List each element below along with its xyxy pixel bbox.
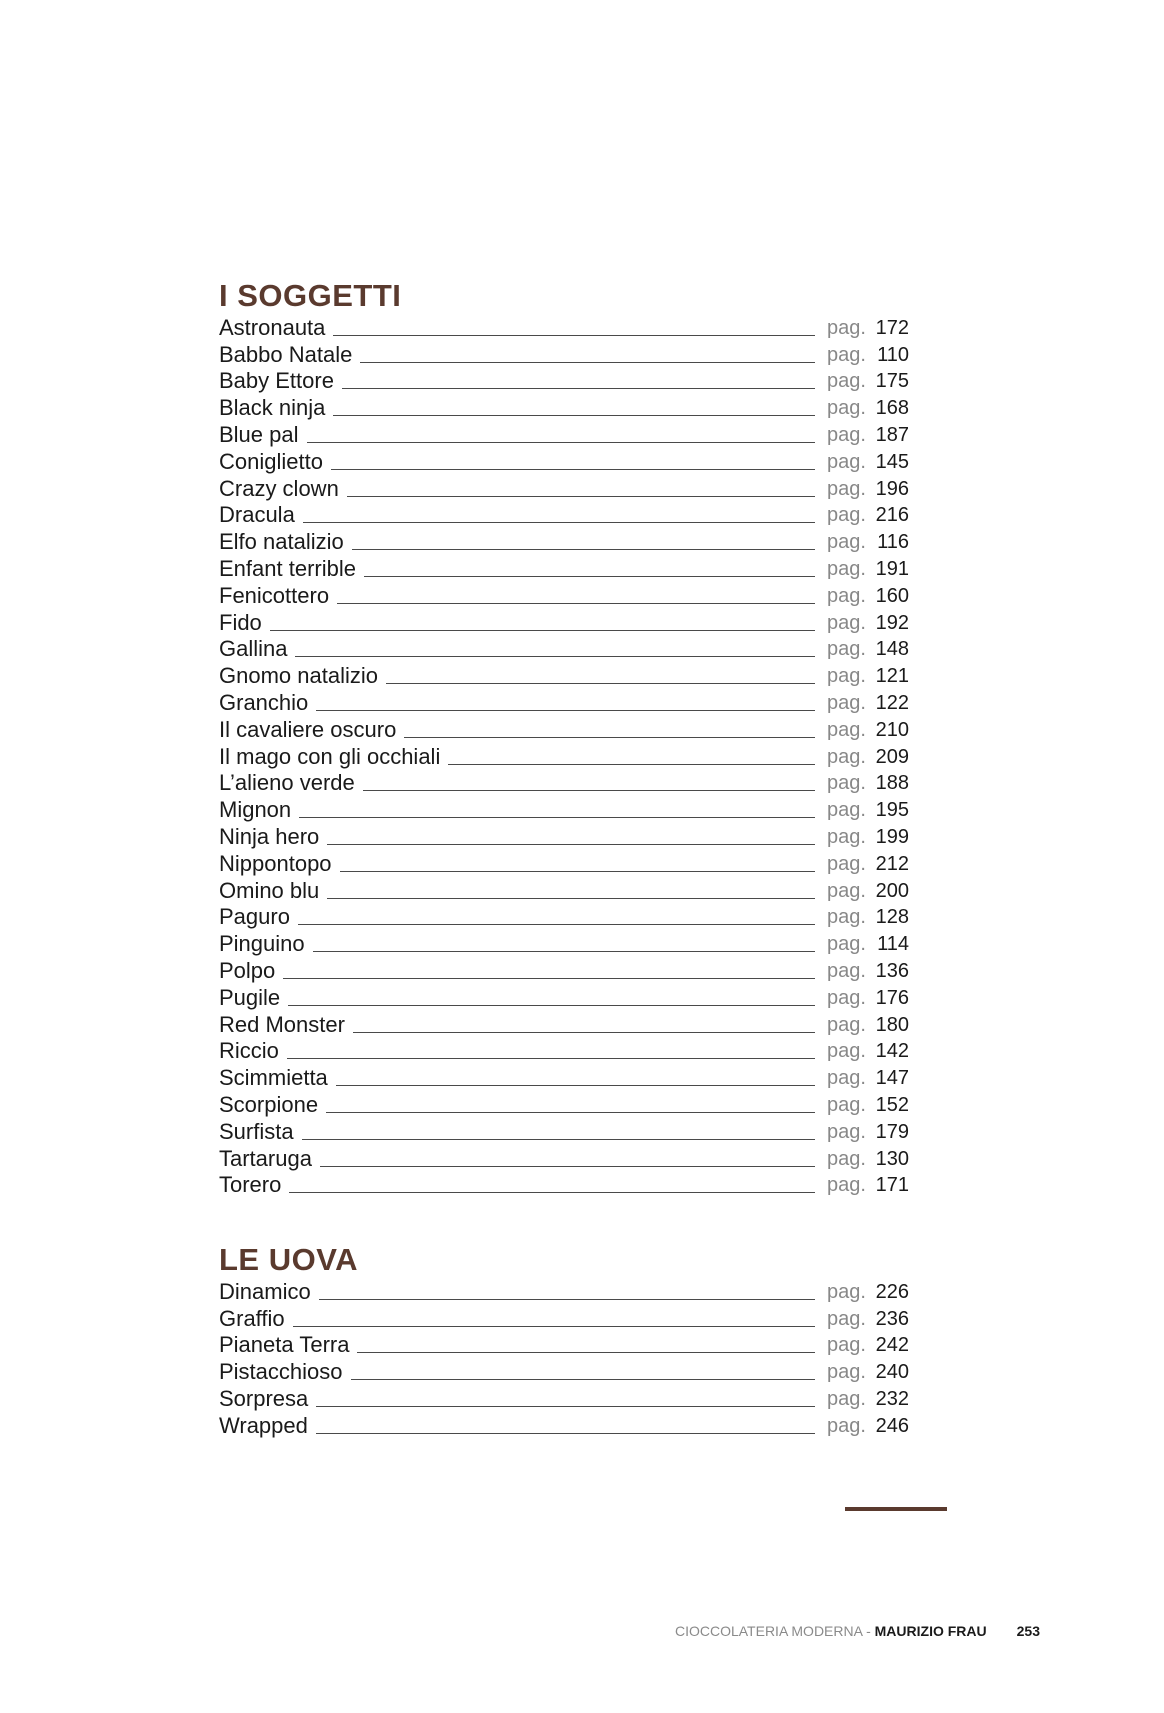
toc-page-number: 240: [875, 1361, 909, 1384]
toc-page-number: 176: [875, 986, 909, 1009]
toc-page-number: 160: [875, 584, 909, 607]
toc-page-number: 128: [875, 906, 909, 929]
toc-entry: [219, 689, 909, 716]
toc-pag-label: pag.: [827, 718, 866, 741]
toc-entry: [219, 528, 909, 555]
toc-pag-label: pag.: [827, 959, 866, 982]
toc-pag-label: pag.: [827, 1387, 866, 1410]
toc-entry-name: Black ninja: [219, 395, 326, 421]
toc-leader-line: [299, 817, 815, 818]
toc-leader-line: [360, 362, 815, 363]
toc-entry: [219, 1064, 909, 1091]
toc-leader-line: [326, 1112, 815, 1113]
toc-pag-label: pag.: [827, 1067, 866, 1090]
toc-entry: [219, 1091, 909, 1118]
toc-leader-line: [316, 710, 815, 711]
toc-page-number: 179: [875, 1120, 909, 1143]
toc-leader-line: [353, 1032, 815, 1033]
toc-entry: [219, 1385, 909, 1412]
toc-entry-name: Tartaruga: [219, 1145, 312, 1171]
toc-entry: [219, 502, 909, 529]
toc-entry-name: Astronauta: [219, 314, 326, 340]
footer-author: MAURIZIO FRAU: [874, 1623, 987, 1639]
toc-page-number: 210: [875, 718, 909, 741]
toc-pag-label: pag.: [827, 879, 866, 902]
toc-entry-name: L’alieno verde: [219, 770, 355, 796]
toc-entry-name: Fido: [219, 609, 262, 635]
toc-leader-line: [298, 924, 815, 925]
toc-entry: [219, 555, 909, 582]
toc-page-number: 168: [875, 397, 909, 420]
toc-leader-line: [320, 1166, 815, 1167]
toc-pag-label: pag.: [827, 825, 866, 848]
toc-entry: [219, 877, 909, 904]
toc-entry-name: Nippontopo: [219, 850, 332, 876]
toc-entry: [219, 957, 909, 984]
toc-pag-label: pag.: [827, 477, 866, 500]
footer-divider: [845, 1507, 947, 1511]
toc-entry-name: Red Monster: [219, 1011, 345, 1037]
toc-pag-label: pag.: [827, 1280, 866, 1303]
toc-entry: [219, 394, 909, 421]
toc-leader-line: [287, 1058, 815, 1059]
toc-entry: [219, 1412, 909, 1439]
toc-entry: [219, 770, 909, 797]
toc-leader-line: [340, 871, 815, 872]
toc-page-number: 196: [875, 477, 909, 500]
page-footer: [675, 1622, 1040, 1640]
footer-page-number: 253: [1016, 1623, 1040, 1639]
toc-entry-name: Torero: [219, 1172, 282, 1198]
toc-leader-line: [302, 1139, 815, 1140]
toc-entry-name: Fenicottero: [219, 582, 330, 608]
toc-entry-name: Scimmietta: [219, 1065, 328, 1091]
toc-leader-line: [316, 1433, 815, 1434]
toc-entry-name: Elfo natalizio: [219, 529, 344, 555]
toc-page-number: 136: [875, 959, 909, 982]
toc-leader-line: [347, 496, 815, 497]
toc-pag-label: pag.: [827, 933, 866, 956]
toc-entry-name: Pugile: [219, 984, 281, 1010]
toc-entry: [219, 662, 909, 689]
toc-page-number: 195: [875, 799, 909, 822]
toc-leader-line: [337, 603, 815, 604]
toc-page-number: 147: [875, 1067, 909, 1090]
toc-entry: [219, 368, 909, 395]
toc-entry: [219, 984, 909, 1011]
toc-entry: [219, 636, 909, 663]
toc-page-number: 246: [875, 1414, 909, 1437]
toc-entry-name: Gnomo natalizio: [219, 663, 378, 689]
toc-leader-line: [319, 1299, 815, 1300]
toc-entry: [219, 314, 909, 341]
toc-pag-label: pag.: [827, 343, 866, 366]
toc-entry-name: Scorpione: [219, 1091, 319, 1117]
toc-page-number: 175: [875, 370, 909, 393]
toc-entry-name: Enfant terrible: [219, 555, 356, 581]
toc-pag-label: pag.: [827, 557, 866, 580]
toc-leader-line: [283, 978, 815, 979]
toc-leader-line: [327, 898, 815, 899]
toc-leader-line: [293, 1326, 815, 1327]
toc-entry: [219, 904, 909, 931]
toc-entry-name: Dinamico: [219, 1278, 311, 1304]
toc-leader-line: [386, 683, 815, 684]
toc-page-number: 122: [875, 691, 909, 714]
toc-list: [219, 1278, 909, 1439]
toc-pag-label: pag.: [827, 799, 866, 822]
toc-pag-label: pag.: [827, 1307, 866, 1330]
toc-entry-name: Gallina: [219, 636, 288, 662]
toc-page-number: 148: [875, 638, 909, 661]
toc-entry: [219, 1145, 909, 1172]
toc-leader-line: [352, 549, 815, 550]
toc-entry: [219, 1305, 909, 1332]
section-title: I SOGGETTI: [219, 278, 402, 313]
toc-leader-line: [448, 764, 815, 765]
toc-entry: [219, 609, 909, 636]
section-title: LE UOVA: [219, 1242, 358, 1277]
toc-page-number: 199: [875, 825, 909, 848]
toc-leader-line: [289, 1192, 815, 1193]
toc-leader-line: [331, 469, 815, 470]
toc-leader-line: [357, 1352, 815, 1353]
toc-leader-line: [288, 1005, 815, 1006]
toc-entry-name: Pianeta Terra: [219, 1332, 350, 1358]
toc-leader-line: [307, 442, 815, 443]
toc-pag-label: pag.: [827, 370, 866, 393]
toc-entry-name: Polpo: [219, 957, 276, 983]
toc-leader-line: [270, 630, 815, 631]
toc-entry-name: Crazy clown: [219, 475, 339, 501]
toc-leader-line: [303, 522, 815, 523]
toc-pag-label: pag.: [827, 1040, 866, 1063]
toc-pag-label: pag.: [827, 772, 866, 795]
toc-page-number: 171: [875, 1174, 909, 1197]
toc-page-number: 187: [875, 423, 909, 446]
toc-pag-label: pag.: [827, 638, 866, 661]
toc-entry-name: Graffio: [219, 1305, 285, 1331]
toc-pag-label: pag.: [827, 906, 866, 929]
toc-entry-name: Granchio: [219, 689, 309, 715]
toc-page-number: 145: [875, 450, 909, 473]
toc-entry: [219, 850, 909, 877]
toc-entry: [219, 475, 909, 502]
toc-leader-line: [327, 844, 815, 845]
toc-leader-line: [364, 576, 815, 577]
toc-pag-label: pag.: [827, 423, 866, 446]
toc-page-number: 242: [875, 1334, 909, 1357]
toc-page-number: 209: [875, 745, 909, 768]
toc-leader-line: [313, 951, 815, 952]
toc-page-number: 188: [875, 772, 909, 795]
toc-entry-name: Paguro: [219, 904, 290, 930]
toc-pag-label: pag.: [827, 584, 866, 607]
toc-entry-name: Riccio: [219, 1038, 279, 1064]
toc-pag-label: pag.: [827, 1361, 866, 1384]
toc-page-number: 130: [875, 1147, 909, 1170]
toc-entry: [219, 1332, 909, 1359]
toc-entry: [219, 743, 909, 770]
toc-page-number: 226: [875, 1280, 909, 1303]
toc-pag-label: pag.: [827, 504, 866, 527]
toc-page-number: 212: [875, 852, 909, 875]
toc-pag-label: pag.: [827, 316, 866, 339]
toc-page-number: 192: [875, 611, 909, 634]
toc-pag-label: pag.: [827, 986, 866, 1009]
toc-pag-label: pag.: [827, 1334, 866, 1357]
toc-entry-name: Sorpresa: [219, 1385, 309, 1411]
toc-entry-name: Babbo Natale: [219, 341, 353, 367]
toc-entry-name: Surfista: [219, 1118, 294, 1144]
toc-leader-line: [295, 656, 815, 657]
toc-pag-label: pag.: [827, 1147, 866, 1170]
toc-entry-name: Pistacchioso: [219, 1359, 343, 1385]
footer-separator: -: [862, 1623, 875, 1639]
toc-pag-label: pag.: [827, 611, 866, 634]
toc-entry: [219, 1118, 909, 1145]
toc-entry: [219, 1011, 909, 1038]
toc-list: [219, 314, 909, 1198]
toc-pag-label: pag.: [827, 745, 866, 768]
section-uova: [219, 1242, 909, 1439]
toc-page-number: 172: [875, 316, 909, 339]
toc-entry: [219, 1358, 909, 1385]
toc-pag-label: pag.: [827, 665, 866, 688]
toc-leader-line: [342, 388, 815, 389]
toc-leader-line: [333, 415, 815, 416]
toc-pag-label: pag.: [827, 1414, 866, 1437]
toc-entry-name: Blue pal: [219, 421, 299, 447]
toc-entry: [219, 1038, 909, 1065]
toc-page-number: 200: [875, 879, 909, 902]
toc-entry: [219, 930, 909, 957]
toc-page-number: 116: [877, 531, 909, 554]
toc-page-number: 180: [875, 1013, 909, 1036]
toc-entry: [219, 823, 909, 850]
toc-leader-line: [336, 1085, 815, 1086]
toc-pag-label: pag.: [827, 1013, 866, 1036]
toc-pag-label: pag.: [827, 531, 866, 554]
footer-book-title: CIOCCOLATERIA MODERNA: [674, 1623, 863, 1639]
toc-pag-label: pag.: [827, 691, 866, 714]
toc-page-number: 152: [875, 1093, 909, 1116]
toc-pag-label: pag.: [827, 852, 866, 875]
toc-entry: [219, 582, 909, 609]
toc-page-number: 191: [875, 557, 909, 580]
toc-entry-name: Pinguino: [219, 931, 305, 957]
toc-entry-name: Il mago con gli occhiali: [219, 743, 441, 769]
toc-entry-name: Ninja hero: [219, 823, 320, 849]
toc-page-number: 110: [877, 343, 909, 366]
toc-pag-label: pag.: [827, 1174, 866, 1197]
toc-entry-name: Coniglietto: [219, 448, 323, 474]
toc-leader-line: [404, 737, 815, 738]
toc-entry: [219, 1278, 909, 1305]
toc-entry: [219, 716, 909, 743]
toc-entry-name: Mignon: [219, 797, 292, 823]
toc-pag-label: pag.: [827, 450, 866, 473]
toc-entry-name: Il cavaliere oscuro: [219, 716, 397, 742]
toc-entry-name: Omino blu: [219, 877, 320, 903]
toc-page-number: 121: [875, 665, 909, 688]
toc-page-number: 142: [875, 1040, 909, 1063]
toc-page-number: 236: [875, 1307, 909, 1330]
toc-page-number: 216: [875, 504, 909, 527]
toc-entry-name: Baby Ettore: [219, 368, 334, 394]
toc-leader-line: [316, 1406, 815, 1407]
toc-pag-label: pag.: [827, 397, 866, 420]
toc-page-number: 114: [877, 933, 909, 956]
toc-entry: [219, 448, 909, 475]
toc-leader-line: [351, 1379, 815, 1380]
toc-entry: [219, 341, 909, 368]
toc-leader-line: [363, 790, 815, 791]
toc-leader-line: [333, 335, 815, 336]
toc-entry: [219, 1172, 909, 1199]
toc-entry: [219, 796, 909, 823]
toc-pag-label: pag.: [827, 1120, 866, 1143]
toc-entry: [219, 421, 909, 448]
toc-entry-name: Wrapped: [219, 1412, 308, 1438]
section-soggetti: [219, 278, 909, 1198]
toc-page-number: 232: [875, 1387, 909, 1410]
toc-pag-label: pag.: [827, 1093, 866, 1116]
toc-entry-name: Dracula: [219, 502, 295, 528]
